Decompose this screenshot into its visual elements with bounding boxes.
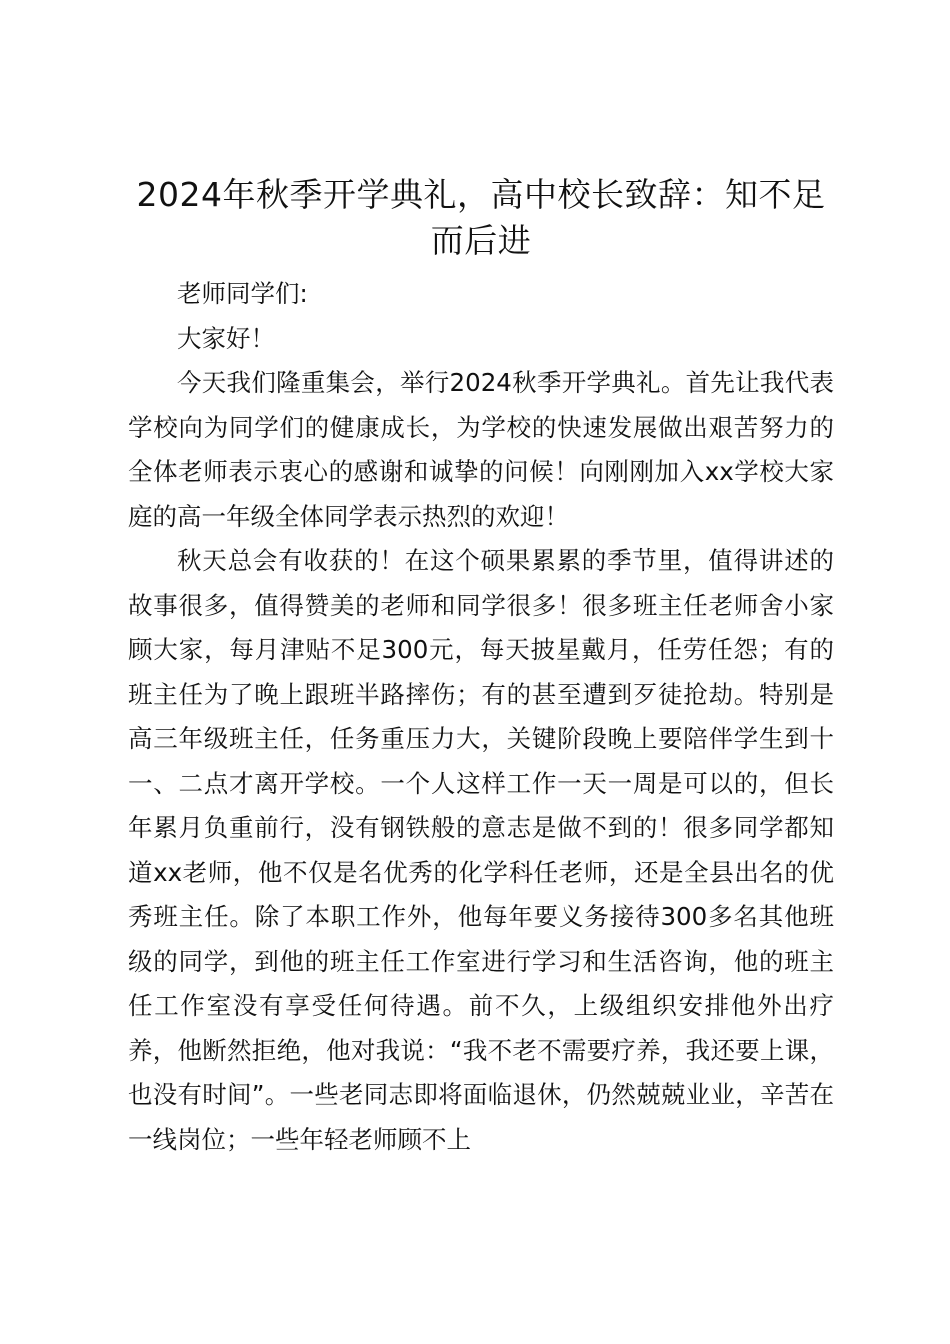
document-page [128, 172, 834, 1162]
salutation: 老师同学们: [177, 279, 308, 308]
document-title: 2024年秋季开学典礼，高中校长致辞：知不足而后进 [136, 175, 826, 260]
paragraph-opening: 今天我们隆重集会，举行2024秋季开学典礼。首先让我代表学校向为同学们的健康成长，为学校的快速发展做出艰苦努力的全体老师表示衷心的感谢和诚挚的问候！向刚刚加入xx学校大家庭的高一年级全体同学表示热烈的欢迎！ [128, 368, 834, 531]
paragraph-autumn-harvest: 秋天总会有收获的！在这个硕果累累的季节里，值得讲述的故事很多，值得赞美的老师和同学很多！很多班主任老师舍小家顾大家，每月津贴不足300元，每天披星戴月，任劳任怨；有的班主任为了晚上跟班半路摔伤；有的甚至遭到歹徒抢劫。特别是高三年级班主任，任务重压力大，关键阶段晚上要陪伴学生到十一、二点才离开学校。一个人这样工作一天一周是可以的，但长年累月负重前行，没有钢铁般的意志是做不到的！很多同学都知道xx老师，他不仅是名优秀的化学科任老师，还是全县出名的优秀班主任。除了本职工作外，他每年要义务接待300多名其他班级的同学，到他的班主任工作室进行学习和生活咨询，他的班主任工作室没有享受任何待遇。前不久，上级组织安排他外出疗养，他断然拒绝，他对我说：“我不老不需要疗养，我还要上课，也没有时间”。一些老同志即将面临退休，仍然兢兢业业，辛苦在一线岗位；一些年轻老师顾不上 [128, 546, 834, 1154]
greeting: 大家好！ [177, 323, 275, 353]
